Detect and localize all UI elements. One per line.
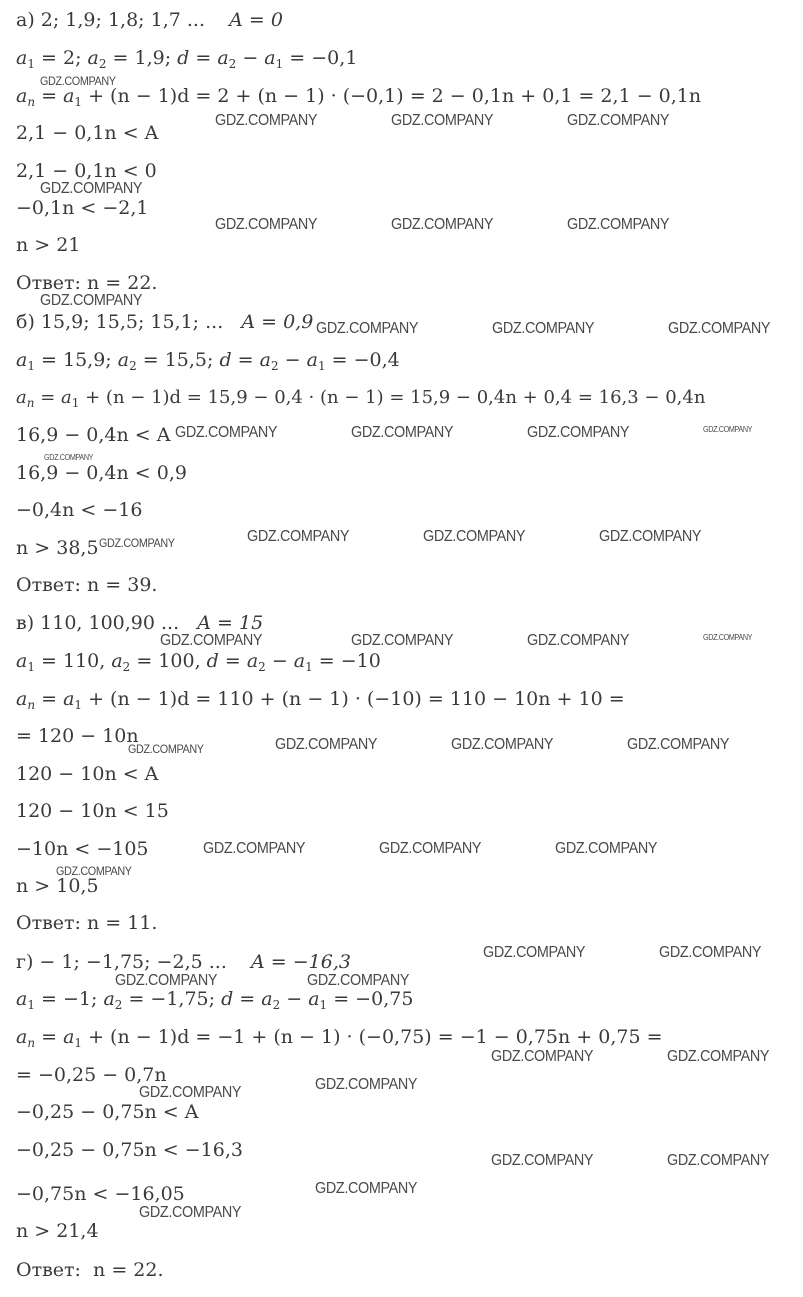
a-symbol: a bbox=[306, 349, 318, 371]
watermark: GDZ.COMPANY bbox=[215, 112, 318, 129]
part-g-step-4: n > 21,4 bbox=[16, 1220, 99, 1242]
answer-value: n = 11. bbox=[87, 912, 158, 934]
subscript: 1 bbox=[27, 660, 35, 674]
a-symbol: a bbox=[261, 988, 273, 1010]
watermark: GDZ.COMPANY bbox=[139, 1204, 242, 1221]
watermark: GDZ.COMPANY bbox=[115, 972, 218, 989]
watermark: GDZ.COMPANY bbox=[40, 180, 143, 197]
a-symbol: a bbox=[117, 349, 130, 371]
part-a-A-value: A = 0 bbox=[229, 9, 283, 31]
part-b-condition bbox=[16, 310, 313, 334]
a-symbol: a bbox=[246, 650, 259, 672]
part-a-sequence: а) 2; 1,9; 1,8; 1,7 ... bbox=[16, 9, 205, 31]
part-v-step-3: −10n < −105 bbox=[16, 838, 149, 860]
subscript: 1 bbox=[74, 698, 83, 712]
a-symbol: a bbox=[16, 688, 28, 710]
minus-sign: − bbox=[236, 47, 265, 69]
d-label: d = bbox=[206, 650, 247, 672]
part-a-terms bbox=[16, 46, 357, 70]
watermark: GDZ.COMPANY bbox=[160, 632, 263, 649]
a-symbol: a bbox=[63, 85, 75, 107]
watermark: GDZ.COMPANY bbox=[527, 632, 630, 649]
equals: = bbox=[40, 387, 62, 408]
part-v-step-2: 120 − 10n < 15 bbox=[16, 800, 169, 822]
part-a-answer bbox=[16, 271, 157, 295]
a-symbol: a bbox=[87, 47, 99, 69]
part-g-formula-cont: = −0,25 − 0,7n bbox=[16, 1064, 167, 1086]
part-b-formula bbox=[16, 386, 705, 410]
watermark: GDZ.COMPANY bbox=[599, 528, 702, 545]
part-b-step-4: n > 38,5 bbox=[16, 537, 99, 559]
a1-value: = 2; bbox=[41, 47, 88, 69]
watermark: GDZ.COMPANY bbox=[315, 1180, 418, 1197]
part-v-sequence: в) 110, 100,90 ... bbox=[16, 612, 180, 634]
part-a-condition bbox=[16, 8, 283, 32]
watermark: GDZ.COMPANY bbox=[175, 424, 278, 441]
watermark: GDZ.COMPANY bbox=[44, 453, 94, 462]
subscript: 1 bbox=[305, 660, 313, 674]
subscript: n bbox=[27, 698, 36, 712]
a-symbol: a bbox=[111, 650, 123, 672]
watermark: GDZ.COMPANY bbox=[667, 1152, 770, 1169]
subscript: 1 bbox=[71, 396, 80, 410]
a-symbol: a bbox=[63, 1026, 75, 1048]
watermark: GDZ.COMPANY bbox=[491, 1048, 594, 1065]
a-symbol: a bbox=[16, 988, 28, 1010]
watermark: GDZ.COMPANY bbox=[379, 840, 482, 857]
minus-sign: − bbox=[265, 650, 294, 672]
a-symbol: a bbox=[217, 47, 229, 69]
subscript: 2 bbox=[272, 998, 281, 1012]
subscript: n bbox=[26, 396, 35, 410]
subscript: 1 bbox=[319, 998, 328, 1012]
a-symbol: a bbox=[16, 47, 28, 69]
subscript: 1 bbox=[74, 95, 83, 109]
part-a-step-1: 2,1 − 0,1n < A bbox=[16, 122, 159, 144]
subscript: 1 bbox=[74, 1036, 83, 1050]
subscript: 2 bbox=[258, 660, 266, 674]
watermark: GDZ.COMPANY bbox=[703, 633, 753, 642]
part-a-step-2: 2,1 − 0,1n < 0 bbox=[16, 160, 157, 182]
a1-value: = −1; bbox=[41, 988, 104, 1010]
d-value: = −0,1 bbox=[283, 47, 358, 69]
answer-value: n = 22. bbox=[93, 1259, 164, 1281]
watermark: GDZ.COMPANY bbox=[527, 424, 630, 441]
subscript: 2 bbox=[98, 57, 107, 71]
part-v-step-4: n > 10,5 bbox=[16, 875, 99, 897]
a2-value: = 100, bbox=[136, 650, 207, 672]
watermark: GDZ.COMPANY bbox=[391, 112, 494, 129]
d-label: d = bbox=[177, 47, 218, 69]
watermark: GDZ.COMPANY bbox=[128, 742, 204, 756]
watermark: GDZ.COMPANY bbox=[215, 216, 318, 233]
a-symbol: a bbox=[16, 1026, 28, 1048]
d-value: = −0,75 bbox=[327, 988, 414, 1010]
watermark: GDZ.COMPANY bbox=[40, 74, 116, 88]
equals: = bbox=[41, 688, 64, 710]
subscript: 1 bbox=[27, 57, 35, 71]
part-b-answer bbox=[16, 573, 157, 597]
watermark: GDZ.COMPANY bbox=[491, 1152, 594, 1169]
part-a-formula bbox=[16, 84, 701, 108]
subscript: n bbox=[27, 1036, 36, 1050]
watermark: GDZ.COMPANY bbox=[275, 736, 378, 753]
watermark: GDZ.COMPANY bbox=[307, 972, 410, 989]
answer-label: Ответ: bbox=[16, 1259, 81, 1281]
watermark: GDZ.COMPANY bbox=[423, 528, 526, 545]
watermark: GDZ.COMPANY bbox=[203, 840, 306, 857]
a-symbol: a bbox=[259, 349, 271, 371]
part-v-formula-cont: = 120 − 10n bbox=[16, 725, 139, 747]
watermark: GDZ.COMPANY bbox=[391, 216, 494, 233]
subscript: 1 bbox=[27, 998, 35, 1012]
a-symbol: a bbox=[293, 650, 306, 672]
a1-value: = 15,9; bbox=[41, 349, 118, 371]
watermark: GDZ.COMPANY bbox=[567, 216, 670, 233]
part-b-step-1: 16,9 − 0,4n < A bbox=[16, 424, 171, 446]
part-v-answer bbox=[16, 911, 157, 935]
formula-body: + (n − 1)d = −1 + (n − 1) · (−0,75) = −1 − 0,75n + 0,75 = bbox=[88, 1026, 663, 1048]
answer-value: n = 22. bbox=[87, 272, 158, 294]
watermark: GDZ.COMPANY bbox=[99, 536, 175, 550]
a-symbol: a bbox=[103, 988, 115, 1010]
watermark: GDZ.COMPANY bbox=[451, 736, 554, 753]
answer-label: Ответ: bbox=[16, 574, 81, 596]
watermark: GDZ.COMPANY bbox=[351, 424, 454, 441]
a2-value: = 15,5; bbox=[142, 349, 220, 371]
equals: = bbox=[41, 1026, 64, 1048]
watermark: GDZ.COMPANY bbox=[483, 944, 586, 961]
part-g-answer bbox=[16, 1258, 164, 1282]
d-value: = −0,4 bbox=[325, 349, 400, 371]
part-g-condition bbox=[16, 950, 351, 974]
part-g-sequence: г) − 1; −1,75; −2,5 ... bbox=[16, 951, 227, 973]
part-a-step-3: −0,1n < −2,1 bbox=[16, 197, 149, 219]
part-b-terms bbox=[16, 348, 400, 372]
subscript: 2 bbox=[114, 998, 123, 1012]
answer-label: Ответ: bbox=[16, 272, 81, 294]
watermark: GDZ.COMPANY bbox=[316, 320, 419, 337]
subscript: 2 bbox=[228, 57, 237, 71]
watermark: GDZ.COMPANY bbox=[627, 736, 730, 753]
d-label: d = bbox=[219, 349, 260, 371]
part-v-A-value: A = 15 bbox=[197, 612, 264, 634]
part-g-terms bbox=[16, 987, 413, 1011]
part-v-terms bbox=[16, 649, 381, 673]
watermark: GDZ.COMPANY bbox=[668, 320, 771, 337]
watermark: GDZ.COMPANY bbox=[667, 1048, 770, 1065]
subscript: n bbox=[27, 95, 36, 109]
subscript: 2 bbox=[129, 359, 137, 373]
answer-label: Ответ: bbox=[16, 912, 81, 934]
watermark: GDZ.COMPANY bbox=[492, 320, 595, 337]
subscript: 1 bbox=[27, 359, 35, 373]
subscript: 1 bbox=[275, 57, 284, 71]
a2-value: = 1,9; bbox=[112, 47, 178, 69]
a-symbol: a bbox=[308, 988, 320, 1010]
part-b-sequence: б) 15,9; 15,5; 15,1; ... bbox=[16, 311, 224, 333]
a-symbol: a bbox=[264, 47, 276, 69]
part-g-step-2: −0,25 − 0,75n < −16,3 bbox=[16, 1139, 243, 1161]
a-symbol: a bbox=[16, 85, 28, 107]
minus-sign: − bbox=[278, 349, 307, 371]
part-b-A-value: A = 0,9 bbox=[241, 311, 314, 333]
part-a-step-4: n > 21 bbox=[16, 234, 81, 256]
answer-value: n = 39. bbox=[87, 574, 158, 596]
subscript: 1 bbox=[317, 359, 326, 373]
part-g-step-1: −0,25 − 0,75n < A bbox=[16, 1101, 199, 1123]
watermark: GDZ.COMPANY bbox=[703, 425, 753, 434]
part-g-A-value: A = −16,3 bbox=[251, 951, 351, 973]
watermark: GDZ.COMPANY bbox=[555, 840, 658, 857]
a-symbol: a bbox=[16, 349, 28, 371]
part-b-step-3: −0,4n < −16 bbox=[16, 499, 143, 521]
formula-body: + (n − 1)d = 110 + (n − 1) · (−10) = 110 − 10n + 10 = bbox=[88, 688, 625, 710]
watermark: GDZ.COMPANY bbox=[315, 1076, 418, 1093]
subscript: 2 bbox=[270, 359, 279, 373]
watermark: GDZ.COMPANY bbox=[659, 944, 762, 961]
d-value: = −10 bbox=[312, 650, 381, 672]
watermark: GDZ.COMPANY bbox=[247, 528, 350, 545]
part-b-step-2: 16,9 − 0,4n < 0,9 bbox=[16, 462, 187, 484]
watermark: GDZ.COMPANY bbox=[56, 864, 132, 878]
part-v-condition bbox=[16, 611, 263, 635]
a-symbol: a bbox=[63, 688, 75, 710]
part-v-formula bbox=[16, 687, 625, 711]
a2-value: = −1,75; bbox=[128, 988, 222, 1010]
equals: = bbox=[41, 85, 64, 107]
watermark: GDZ.COMPANY bbox=[567, 112, 670, 129]
subscript: 2 bbox=[122, 660, 131, 674]
part-g-formula bbox=[16, 1025, 663, 1049]
part-v-step-1: 120 − 10n < A bbox=[16, 763, 159, 785]
watermark: GDZ.COMPANY bbox=[351, 632, 454, 649]
watermark: GDZ.COMPANY bbox=[40, 292, 143, 309]
minus-sign: − bbox=[280, 988, 309, 1010]
d-label: d = bbox=[221, 988, 262, 1010]
a-symbol: a bbox=[16, 387, 27, 408]
formula-body: + (n − 1)d = 15,9 − 0,4 · (n − 1) = 15,9 − 0,4n + 0,4 = 16,3 − 0,4n bbox=[85, 387, 706, 408]
part-g-step-3: −0,75n < −16,05 bbox=[16, 1183, 185, 1205]
a-symbol: a bbox=[61, 387, 72, 408]
watermark: GDZ.COMPANY bbox=[139, 1084, 242, 1101]
a1-value: = 110, bbox=[41, 650, 112, 672]
a-symbol: a bbox=[16, 650, 28, 672]
formula-body: + (n − 1)d = 2 + (n − 1) · (−0,1) = 2 − 0,1n + 0,1 = 2,1 − 0,1n bbox=[88, 85, 702, 107]
